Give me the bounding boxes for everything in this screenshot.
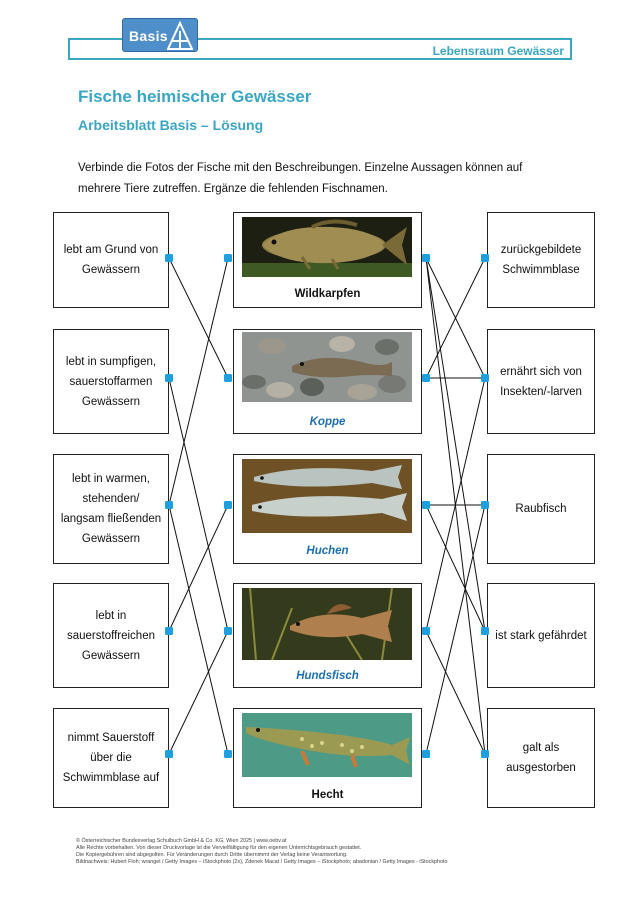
statement-text: zurückgebildete — [500, 244, 582, 256]
page-subtitle: Arbeitsblatt Basis – Lösung — [78, 117, 264, 133]
fish-name-filled: Huchen — [306, 545, 349, 557]
connector-line — [426, 258, 485, 631]
fish-name: Hecht — [311, 789, 344, 801]
statement-text: ausgestorben — [506, 762, 576, 774]
statement-text: Gewässern — [81, 649, 141, 662]
footer-line: Bildnachweis: Hubert Floh; wrangel / Getty Images – iStockphoto (2x), Zdenek Macat / Getty Images – iStockphoto; abadonian / Getty Images - iStockphoto — [76, 859, 448, 865]
section-title: Lebensraum Gewässer — [432, 44, 564, 58]
statement-text: Gewässern — [81, 264, 141, 276]
instructions-line-2: mehrere Tiere zutreffen. Ergänze die fehlenden Fischnamen. — [78, 183, 388, 195]
connector-dot[interactable] — [481, 254, 489, 262]
connector-dot[interactable] — [165, 374, 173, 382]
page-title: Fische heimischer Gewässer — [78, 87, 312, 106]
logo-text: Basis — [129, 28, 168, 44]
connector-dot[interactable] — [165, 627, 173, 635]
statement-text: sauerstoffreichen — [66, 629, 155, 642]
connector-line — [426, 505, 485, 631]
connector-dot[interactable] — [422, 750, 430, 758]
connector-dot[interactable] — [224, 501, 232, 509]
connector-dot[interactable] — [422, 627, 430, 635]
statement-text: Raubfisch — [515, 503, 567, 515]
connector-dot[interactable] — [224, 750, 232, 758]
statement-text: nimmt Sauerstoff — [67, 732, 155, 744]
statement-text: lebt in sumpfigen, — [65, 355, 157, 368]
connector-dot[interactable] — [481, 501, 489, 509]
statement-text: Schwimmblase auf — [62, 772, 160, 784]
connector-dot[interactable] — [165, 254, 173, 262]
statement-text: lebt in warmen, — [72, 473, 150, 485]
connector-line — [426, 505, 485, 754]
statement-text: galt als — [522, 742, 560, 754]
instructions-line-1: Verbinde die Fotos der Fische mit den Beschreibungen. Einzelne Aussagen können auf — [78, 162, 523, 174]
statement-text: ernährt sich von — [500, 365, 582, 378]
connector-line — [169, 505, 228, 631]
statement-text: lebt am Grund von — [63, 244, 159, 256]
connector-dot[interactable] — [422, 254, 430, 262]
connector-dot[interactable] — [422, 501, 430, 509]
connector-dot[interactable] — [481, 374, 489, 382]
connector-dot[interactable] — [224, 627, 232, 635]
connector-dot[interactable] — [481, 750, 489, 758]
footer-line: © Österreichischer Bundesverlag Schulbuch GmbH & Co. KG, Wien 2025 | www.oebv.at — [76, 838, 287, 844]
fish-name-filled: Koppe — [309, 416, 346, 428]
statement-text: lebt in — [95, 609, 127, 622]
connector-line — [169, 258, 228, 378]
connector-line — [169, 378, 228, 631]
connector-dot[interactable] — [481, 627, 489, 635]
connector-line — [426, 631, 485, 754]
statement-text: Insekten/-larven — [500, 385, 582, 398]
statement-text: Gewässern — [81, 395, 141, 408]
connector-line — [169, 505, 228, 754]
footer-line: Alle Rechte vorbehalten. Von dieser Druckvorlage ist die Vervielfältigung für den eigenen Unterrichtsgebrauch gestattet. — [76, 845, 362, 851]
connector-dot[interactable] — [224, 374, 232, 382]
connector-dot[interactable] — [422, 374, 430, 382]
statement-text: Schwimmblase — [502, 264, 580, 276]
fish-name-filled: Hundsfisch — [296, 670, 359, 682]
connector-line — [169, 258, 228, 505]
connector-dot[interactable] — [165, 501, 173, 509]
footer-line: Die Kopiergebühren sind abgegolten. Für Veränderungen durch Dritte übernimmt der Verlag keine Verantwortung. — [76, 852, 348, 858]
statement-text: stehenden/ — [82, 493, 140, 505]
fish-name: Wildkarpfen — [294, 288, 361, 300]
connector-dot[interactable] — [165, 750, 173, 758]
connector-line — [169, 631, 228, 754]
statement-text: über die — [90, 752, 132, 764]
statement-text: Gewässern — [81, 533, 141, 545]
connector-dot[interactable] — [224, 254, 232, 262]
statement-text: ist stark gefährdet — [495, 629, 587, 642]
footer — [76, 838, 596, 866]
statement-text: sauerstoffarmen — [69, 375, 153, 388]
statement-text: langsam fließenden — [60, 513, 162, 525]
